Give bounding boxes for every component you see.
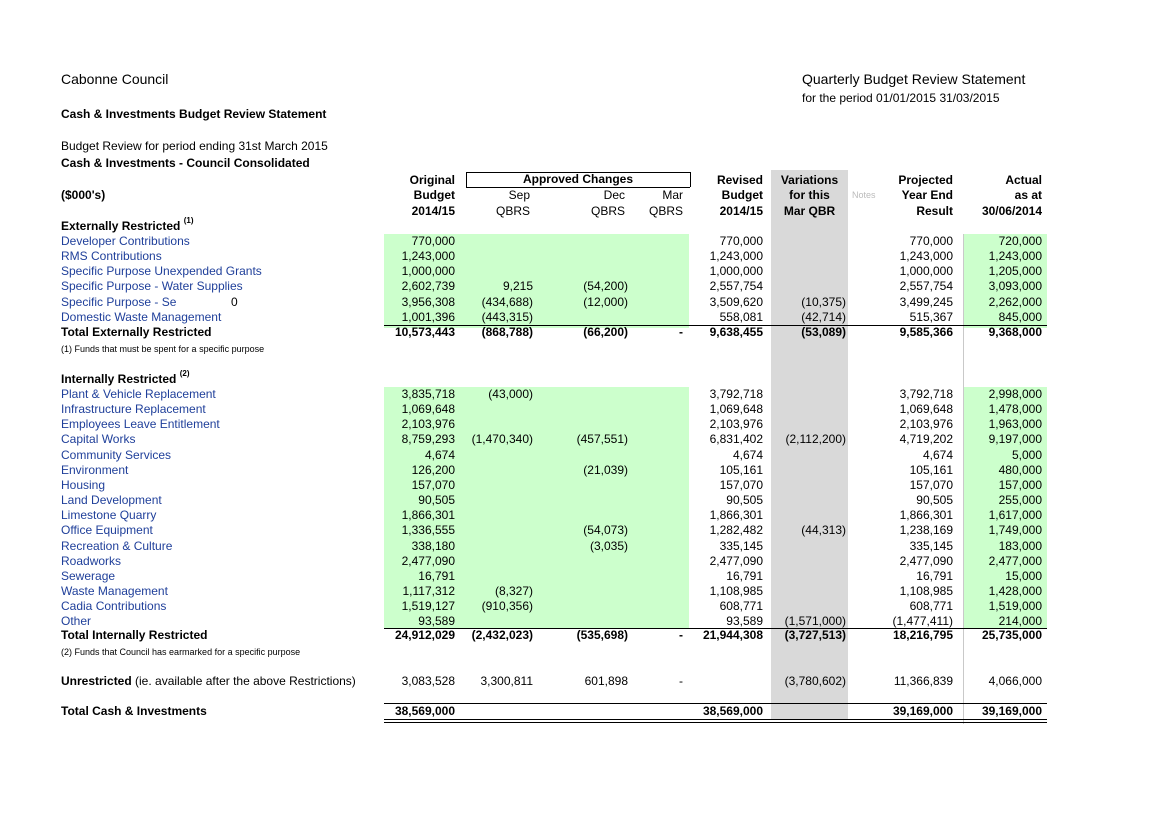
projected-cell: 2,477,090 [899,553,953,568]
actual-cell: 1,205,000 [988,264,1042,279]
revised-cell: 1,108,985 [709,583,763,598]
table-row [0,279,1168,294]
total-internal-row: Total Internally Restricted 24,912,029 (2,432,023) (535,698) - 21,944,308 (3,727,513) 18,216,795 25,735,000 [61,628,1042,642]
table-row [0,478,1168,493]
internal-heading: Internally Restricted $^{(2)}$ [61,369,190,386]
row-label-link[interactable]: Community Services [61,447,172,462]
row-label-link[interactable]: Environment [61,462,129,477]
actual-header-3: 30/06/2014 [981,204,1042,218]
projected-header-2: Year End [901,188,953,202]
dec-cell: (3,035) [589,538,628,553]
row-label-link[interactable]: Employees Leave Entitlement [61,417,220,432]
table-row [0,310,1168,325]
original-cell: 4,674 [424,447,455,462]
variation-cell: (44,313) [801,523,846,538]
original-cell: 1,069,648 [401,402,455,417]
table-row [0,569,1168,584]
actual-cell: 2,477,000 [988,553,1042,568]
revised-cell: 157,070 [719,477,763,492]
row-label-link[interactable]: Housing [61,477,106,492]
actual-cell: 2,262,000 [988,294,1042,309]
revised-cell: 770,000 [719,234,763,248]
original-cell: 93,589 [418,614,455,629]
revised-cell: 105,161 [719,462,763,477]
variation-cell: (1,571,000) [784,614,846,629]
original-cell: 126,200 [411,462,455,477]
revised-cell: 608,771 [719,599,763,614]
row-label-link[interactable]: Specific Purpose - Se [61,294,177,309]
mar-header-1: Mar [662,188,683,202]
projected-cell: 2,557,754 [899,279,953,294]
projected-header-1: Projected [898,173,953,187]
original-cell: 3,835,718 [401,387,455,401]
projected-cell: 1,069,648 [899,402,953,417]
projected-cell: 105,161 [909,462,953,477]
external-heading: Externally Restricted $^{(1)}$ [61,216,194,233]
table-row [0,463,1168,478]
projected-cell: 16,791 [916,568,953,583]
period-text: for the period 01/01/2015 31/03/2015 [802,91,1000,105]
projected-cell: 1,866,301 [899,508,953,523]
revised-cell: 1,000,000 [709,264,763,279]
original-cell: 1,519,127 [401,599,455,614]
table-row [0,554,1168,569]
notes-header: Notes [852,190,876,200]
dec-header-2: QBRS [590,204,625,218]
original-cell: 90,505 [418,493,455,508]
revised-cell: 90,505 [726,493,763,508]
original-cell: 770,000 [411,234,455,248]
dec-cell: (457,551) [576,432,628,447]
variations-header-3: Mar QBR [783,204,836,218]
revised-cell: 1,282,482 [709,523,763,538]
original-cell: 338,180 [411,538,455,553]
original-cell: 1,000,000 [401,264,455,279]
projected-cell: 1,108,985 [899,583,953,598]
total-external-row: Total Externally Restricted 10,573,443 (868,788) (66,200) - 9,638,455 (53,089) 9,585,366 9,368,000 [61,325,1042,339]
row-label-link[interactable]: Limestone Quarry [61,508,157,523]
original-header-1: Original [409,173,455,187]
projected-cell: 4,719,202 [899,432,953,447]
actual-header-1: Actual [1005,173,1042,187]
original-header-2: Budget [413,188,455,202]
actual-cell: 255,000 [998,493,1042,508]
table-row [0,448,1168,463]
dec-cell: (21,039) [583,462,628,477]
table-row [0,295,1168,310]
row-label-link[interactable]: Sewerage [61,568,116,583]
revised-cell: 6,831,402 [709,432,763,447]
original-cell: 157,070 [411,477,455,492]
row-label-link[interactable]: Land Development [61,493,162,508]
dec-cell: (12,000) [583,294,628,309]
external-footnote: (1) Funds that must be spent for a specific purpose [61,344,265,354]
row-label-link[interactable]: Cadia Contributions [61,599,167,614]
projected-cell: 1,243,000 [899,249,953,264]
original-cell: 1,117,312 [402,583,455,598]
projected-header-3: Result [916,204,953,218]
actual-cell: 1,963,000 [988,417,1042,432]
actual-cell: 845,000 [998,309,1042,324]
row-label-link[interactable]: Roadworks [61,553,122,568]
revised-cell: 3,792,718 [709,387,763,401]
sep-header-2: QBRS [495,204,530,218]
table-row [0,417,1168,432]
sep-cell: (910,356) [481,599,533,614]
table-row [0,387,1168,402]
row-label-link[interactable]: RMS Contributions [61,249,162,264]
row-label-link[interactable]: Other [61,614,92,629]
row-label-link[interactable]: Capital Works [61,432,136,447]
grand-total-row: Total Cash & Investments 38,569,000 38,569,000 39,169,000 39,169,000 [61,704,1042,718]
actual-cell: 1,749,000 [988,523,1042,538]
revised-header-1: Revised [716,173,763,187]
revised-cell: 2,477,090 [709,553,763,568]
actual-cell: 157,000 [998,477,1042,492]
table-row [0,493,1168,508]
row-label-link[interactable]: Office Equipment [61,523,153,538]
approved-changes-header: Approved Changes [522,172,633,186]
original-cell: 2,477,090 [401,553,455,568]
section-title: Cash & Investments - Council Consolidated [61,156,310,170]
actual-cell: 1,617,000 [988,508,1042,523]
row-label-link[interactable]: Recreation & Culture [61,538,173,553]
actual-cell: 2,998,000 [988,387,1042,401]
table-row [0,614,1168,629]
revised-cell: 1,069,648 [709,402,763,417]
row-label-link[interactable]: Specific Purpose - Water Supplies [61,279,243,294]
revised-header-3: 2014/15 [719,204,763,218]
actual-header-2: as at [1014,188,1042,202]
original-cell: 3,956,308 [401,294,455,309]
projected-cell: 770,000 [909,234,953,248]
variation-cell: (42,714) [801,309,846,324]
actual-cell: 15,000 [1005,568,1042,583]
sep-cell: (43,000) [488,387,533,401]
variation-cell: (10,375) [801,294,846,309]
actual-cell: 3,093,000 [988,279,1042,294]
sep-cell: (443,315) [481,309,533,324]
original-cell: 1,866,301 [401,508,455,523]
projected-cell: (1,477,411) [892,614,953,629]
actual-cell: 183,000 [998,538,1042,553]
actual-cell: 9,197,000 [988,432,1042,447]
variations-header-2: for this [789,188,830,202]
variation-cell: (2,112,200) [785,432,846,447]
projected-cell: 1,000,000 [899,264,953,279]
row-label-link[interactable]: Waste Management [61,583,168,598]
revised-cell: 3,509,620 [709,294,763,309]
projected-cell: 1,238,169 [899,523,953,538]
original-cell: 8,759,293 [401,432,455,447]
row-label-link[interactable]: Domestic Waste Management [61,309,222,324]
original-cell: 2,103,976 [401,417,455,432]
row-label-link[interactable]: Plant & Vehicle Replacement [61,387,216,401]
actual-cell: 1,428,000 [988,583,1042,598]
actual-cell: 480,000 [998,462,1042,477]
row-label-link[interactable]: Infrastructure Replacement [61,402,206,417]
actual-cell: 214,000 [998,614,1042,629]
statement-title: Cash & Investments Budget Review Statement [61,107,327,121]
revised-cell: 558,081 [719,309,763,324]
dec-cell: (54,073) [583,523,628,538]
table-row [0,402,1168,417]
actual-cell: 1,478,000 [988,402,1042,417]
table-row [0,508,1168,523]
sep-cell: (8,327) [494,583,533,598]
table-row [0,234,1168,249]
row-label-link[interactable]: Specific Purpose Unexpended Grants [61,264,262,279]
revised-cell: 93,589 [726,614,763,629]
table-row [0,539,1168,554]
row-extra-value: 0 [231,294,238,309]
original-cell: 16,791 [418,568,455,583]
projected-cell: 608,771 [909,599,953,614]
projected-cell: 3,792,718 [899,387,953,401]
internal-footnote: (2) Funds that Council has earmarked for a specific purpose [61,647,301,657]
revised-cell: 2,103,976 [709,417,763,432]
projected-cell: 3,499,245 [899,294,953,309]
original-cell: 2,602,739 [401,279,455,294]
dec-header-1: Dec [603,188,625,202]
actual-cell: 1,519,000 [988,599,1042,614]
original-cell: 1,336,555 [401,523,455,538]
revised-cell: 4,674 [732,447,763,462]
mar-header-2: QBRS [648,204,683,218]
revised-cell: 2,557,754 [709,279,763,294]
unrestricted-row: Unrestricted (ie. available after the above Restrictions) 3,083,528 3,300,811 601,898 - (3,780,602) 11,366,839 4,066,000 [61,674,1042,688]
org-name: Cabonne Council [61,71,169,87]
revised-cell: 1,866,301 [709,508,763,523]
sep-cell: (1,470,340) [471,432,533,447]
projected-cell: 335,145 [909,538,953,553]
row-label-link[interactable]: Developer Contributions [61,234,190,248]
actual-cell: 1,243,000 [988,249,1042,264]
projected-cell: 2,103,976 [899,417,953,432]
revised-header-2: Budget [721,188,763,202]
document-title: Quarterly Budget Review Statement [802,71,1026,87]
table-row [0,249,1168,264]
table-row [0,599,1168,614]
dec-cell: (54,200) [583,279,628,294]
sep-cell: (434,688) [481,294,533,309]
actual-cell: 720,000 [998,234,1042,248]
review-period: Budget Review for period ending 31st March 2015 [61,139,328,153]
projected-cell: 90,505 [916,493,953,508]
table-row [0,264,1168,279]
table-row [0,432,1168,447]
revised-cell: 335,145 [719,538,763,553]
projected-cell: 157,070 [909,477,953,492]
projected-cell: 515,367 [909,309,953,324]
sep-header-1: Sep [508,188,530,202]
units-label: ($000's) [61,188,106,202]
revised-cell: 1,243,000 [709,249,763,264]
original-cell: 1,243,000 [401,249,455,264]
sep-cell: 9,215 [502,279,533,294]
actual-cell: 5,000 [1011,447,1042,462]
original-cell: 1,001,396 [401,309,455,324]
original-header-3: 2014/15 [411,204,455,218]
revised-cell: 16,791 [726,568,763,583]
variations-header-1: Variations [780,173,839,187]
table-row [0,523,1168,538]
table-row [0,584,1168,599]
projected-cell: 4,674 [922,447,953,462]
